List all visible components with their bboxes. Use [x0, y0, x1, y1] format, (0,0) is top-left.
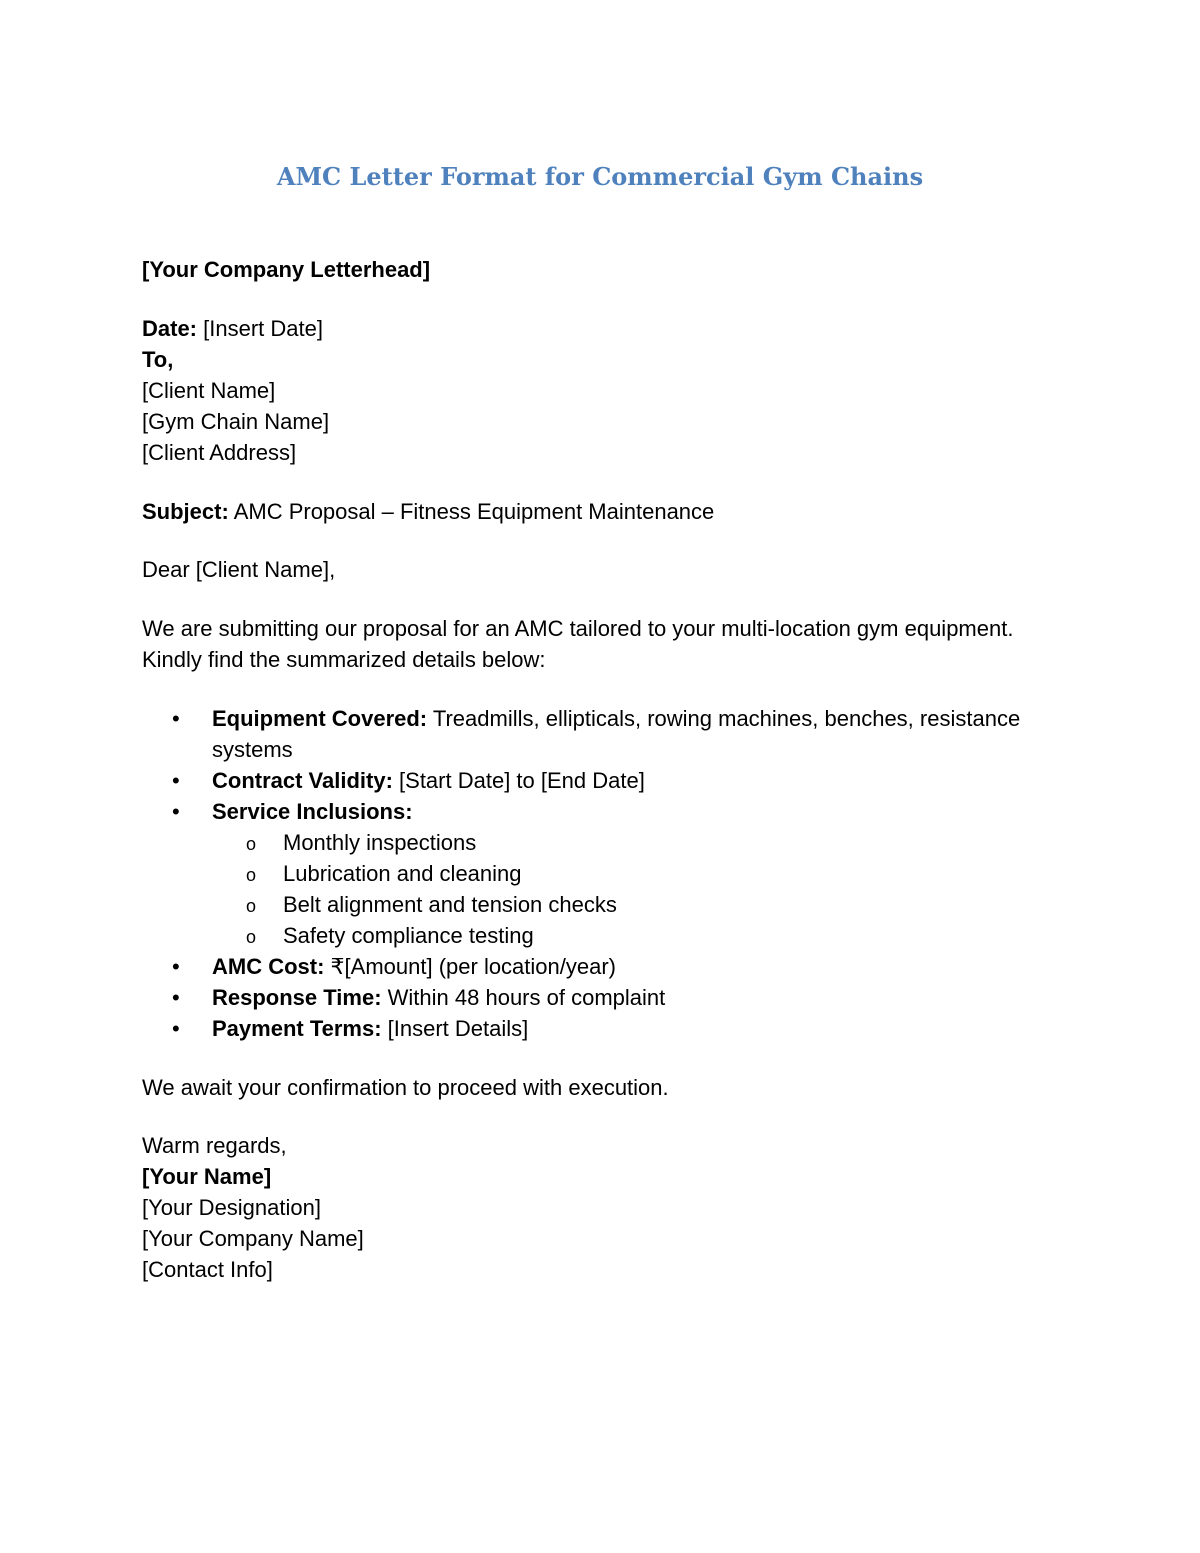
- signature-designation: [Your Designation]: [142, 1195, 321, 1220]
- cost-label: AMC Cost:: [212, 954, 325, 979]
- closing-line: We await your confirmation to proceed with execution.: [142, 1075, 669, 1100]
- recipient-client-address: [Client Address]: [142, 440, 297, 465]
- bullet-icon: •: [172, 985, 180, 1010]
- payment-label: Payment Terms:: [212, 1016, 382, 1041]
- equipment-label: Equipment Covered:: [212, 706, 428, 731]
- list-item-validity: [212, 765, 645, 796]
- bullet-icon: •: [172, 706, 180, 731]
- salutation: Dear [Client Name],: [142, 557, 336, 582]
- recipient-client-name: [Client Name]: [142, 378, 276, 403]
- document-title: AMC Letter Format for Commercial Gym Chains: [276, 162, 924, 191]
- bullet-icon: •: [172, 768, 180, 793]
- date-value: [Insert Date]: [197, 316, 323, 341]
- date-line: [142, 313, 323, 344]
- regards: Warm regards,: [142, 1133, 287, 1158]
- list-item-response: [212, 982, 665, 1013]
- date-label: Date:: [142, 316, 198, 341]
- list-item-inclusions: [212, 796, 413, 827]
- payment-value: [Insert Details]: [381, 1016, 529, 1041]
- sub-bullet-icon: o: [246, 927, 257, 947]
- list-item-equipment: [212, 703, 1082, 765]
- bullet-icon: •: [172, 954, 180, 979]
- subject-value: AMC Proposal – Fitness Equipment Maintenance: [228, 499, 715, 524]
- letterhead: [142, 254, 430, 285]
- sub-list-item: Belt alignment and tension checks: [283, 892, 617, 917]
- sub-list-item: Monthly inspections: [283, 830, 477, 855]
- bullet-icon: •: [172, 1016, 180, 1041]
- to-label: [142, 344, 173, 375]
- sub-bullet-icon: o: [246, 865, 257, 885]
- signature-name: [142, 1161, 271, 1192]
- signature-contact: [Contact Info]: [142, 1257, 273, 1282]
- letterhead-text: [Your Company Letterhead]: [142, 257, 431, 282]
- cost-value: ₹[Amount] (per location/year): [324, 954, 617, 979]
- to-label-text: To,: [142, 347, 174, 372]
- signature-company: [Your Company Name]: [142, 1226, 364, 1251]
- equipment-value: Treadmills, ellipticals, rowing machines, benches, resistance systems: [212, 706, 1021, 762]
- subject-label: Subject:: [142, 499, 229, 524]
- response-label: Response Time:: [212, 985, 382, 1010]
- recipient-gym-chain-name: [Gym Chain Name]: [142, 409, 330, 434]
- list-item-payment: [212, 1013, 528, 1044]
- subject-line: [142, 496, 714, 527]
- sub-list-item: Lubrication and cleaning: [283, 861, 522, 886]
- sub-list-item: Safety compliance testing: [283, 923, 534, 948]
- sub-bullet-icon: o: [246, 896, 257, 916]
- inclusions-label: Service Inclusions:: [212, 799, 413, 824]
- intro-paragraph: We are submitting our proposal for an AMC tailored to your multi-location gym equipment. Kindly find the summarized details below:: [142, 616, 1014, 672]
- list-item-cost: [212, 951, 616, 982]
- signature-name-text: [Your Name]: [142, 1164, 272, 1189]
- response-value: Within 48 hours of complaint: [381, 985, 666, 1010]
- bullet-icon: •: [172, 799, 180, 824]
- sub-bullet-icon: o: [246, 834, 257, 854]
- validity-label: Contract Validity:: [212, 768, 393, 793]
- validity-value: [Start Date] to [End Date]: [392, 768, 645, 793]
